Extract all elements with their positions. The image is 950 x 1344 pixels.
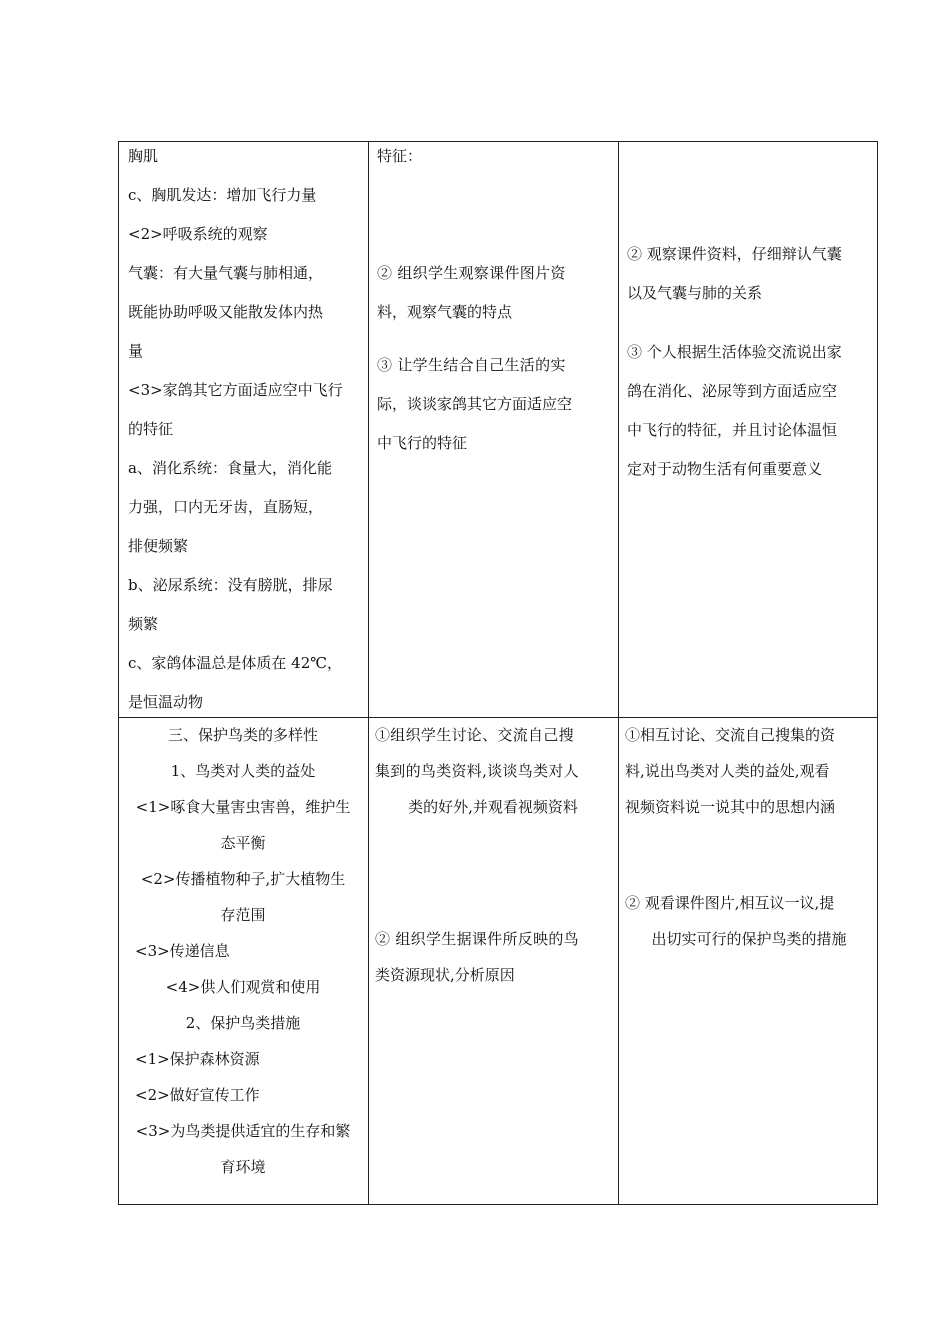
- text-line: 中飞行的特征: [377, 434, 468, 452]
- text-line: 集到的鸟类资料,谈谈鸟类对人: [375, 762, 579, 780]
- text-line: 料，观察气囊的特点: [377, 303, 513, 321]
- text-line: ② 组织学生观察课件图片资: [377, 264, 566, 282]
- row2-teacher-cell: [375, 717, 611, 993]
- text-line: 排便频繁: [128, 537, 189, 555]
- text-line: <2>做好宣传工作: [135, 1086, 260, 1104]
- text-line: <2>呼吸系统的观察: [128, 225, 268, 243]
- column-divider-1: [368, 142, 369, 1204]
- row1-teacher-cell: [377, 137, 611, 463]
- text-line: 态平衡: [220, 834, 266, 852]
- column-divider-2: [618, 142, 619, 1204]
- text-line: <3>家鸽其它方面适应空中飞行: [128, 381, 343, 399]
- text-line: 胸肌: [128, 147, 159, 165]
- text-line: c、胸肌发达：增加飞行力量: [128, 186, 317, 204]
- text-line: <3>为鸟类提供适宜的生存和繁: [135, 1122, 351, 1140]
- text-line: 类资源现状,分析原因: [375, 966, 515, 984]
- row1-content-cell: [128, 137, 364, 722]
- text-line: 育环境: [220, 1158, 266, 1176]
- text-line: 气囊：有大量气囊与肺相通，: [128, 264, 324, 282]
- text-line: 力强，口内无牙齿，直肠短，: [128, 498, 324, 516]
- text-line: 料,说出鸟类对人类的益处,观看: [625, 762, 830, 780]
- text-line: ② 观看课件图片,相互议一议,提: [625, 894, 835, 912]
- text-line: 的特征: [128, 420, 174, 438]
- text-line: 中飞行的特征，并且讨论体温恒: [627, 421, 838, 439]
- text-line: 量: [128, 342, 144, 360]
- text-line: 鸽在消化、泌尿等到方面适应空: [627, 382, 838, 400]
- text-line: ①组织学生讨论、交流自己搜: [375, 726, 574, 744]
- text-line: <1>啄食大量害虫害兽，维护生: [135, 798, 351, 816]
- text-line: c、家鸽体温总是体质在 42℃，: [128, 654, 343, 672]
- row2-content-cell: [123, 717, 363, 1185]
- text-line: 际，谈谈家鸽其它方面适应空: [377, 395, 573, 413]
- text-line: <1>保护森林资源: [135, 1050, 260, 1068]
- text-line: 类的好外,并观看视频资料: [408, 798, 578, 816]
- text-line: 频繁: [128, 615, 159, 633]
- section-heading: 三、保护鸟类的多样性: [167, 726, 318, 744]
- text-line: b、泌尿系统：没有膀胱，排尿: [128, 576, 333, 594]
- text-line: 定对于动物生活有何重要意义: [627, 460, 823, 478]
- text-line: 存范围: [220, 906, 266, 924]
- text-line: ①相互讨论、交流自己搜集的资: [625, 726, 836, 744]
- text-line: 以及气囊与肺的关系: [627, 284, 763, 302]
- text-line: <4>供人们观赏和使用: [165, 978, 321, 996]
- text-line: ② 组织学生据课件所反映的鸟: [375, 930, 579, 948]
- text-line: <3>传递信息: [135, 942, 230, 960]
- subsection-heading: 2、保护鸟类措施: [185, 1014, 301, 1032]
- text-line: ③ 个人根据生活体验交流说出家: [627, 343, 842, 361]
- text-line: 是恒温动物: [128, 693, 204, 711]
- text-line: ② 观察课件资料，仔细辩认气囊: [627, 245, 842, 263]
- text-line: 特征：: [377, 147, 423, 165]
- text-line: ③ 让学生结合自己生活的实: [377, 356, 566, 374]
- text-line: 视频资料说一说其中的思想内涵: [625, 798, 836, 816]
- subsection-heading: 1、鸟类对人类的益处: [170, 762, 316, 780]
- lesson-table: [118, 141, 878, 1205]
- text-line: <2>传播植物种子,扩大植物生: [140, 870, 346, 888]
- text-line: a、消化系统：食量大，消化能: [128, 459, 332, 477]
- row1-student-cell: [627, 235, 871, 489]
- row2-student-cell: [625, 717, 873, 957]
- text-line: 出切实可行的保护鸟类的措施: [651, 930, 847, 948]
- text-line: 既能协助呼吸又能散发体内热: [128, 303, 324, 321]
